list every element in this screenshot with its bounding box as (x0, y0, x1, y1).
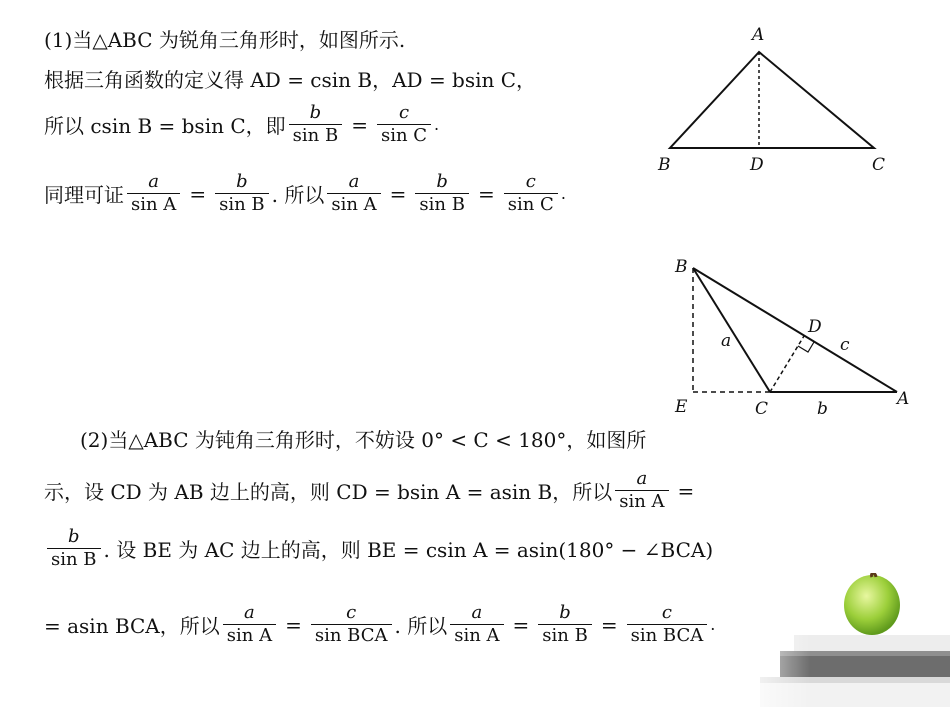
fraction: $\frac{c}{\text{sin C}}$ (504, 173, 558, 214)
label-a-vertex: A (897, 389, 910, 409)
right-angle-mark (798, 342, 814, 352)
side-bc (693, 268, 770, 392)
fraction: $\frac{c}{\text{sin BCA}}$ (627, 604, 708, 645)
line-2: 根据三角函数的定义得 AD = csin B，AD = bsin C， (44, 68, 537, 92)
fraction: $\frac{b}{\text{sin B}}$ (47, 528, 101, 569)
label-a: A (752, 25, 765, 45)
fraction: $\frac{a}{\text{sin A}}$ (223, 604, 276, 645)
altitude-cd (770, 336, 804, 392)
label-e-vertex: E (675, 397, 688, 417)
apple (844, 575, 900, 635)
triangle-abc (670, 52, 874, 148)
label-c-vertex: C (755, 399, 769, 419)
line-5: (2)当△ABC 为钝角三角形时，不妨设 0° < C < 180°，如图所 (80, 428, 647, 452)
line-7: $\frac{b}{\text{sin B}}$ . 设 BE 为 AC 边上的高，则 BE = csin A = asin(180° − ∠BCA) (44, 528, 713, 569)
fraction: $\frac{a}{\text{sin A}}$ (327, 173, 380, 214)
fraction: $\frac{a}{\text{sin A}}$ (127, 173, 180, 214)
label-d: D (750, 155, 764, 175)
fraction: $\frac{a}{\text{sin A}}$ (615, 470, 668, 511)
fraction: $\frac{b}{\text{sin B}}$ (538, 604, 592, 645)
label-b-vertex: B (675, 257, 688, 277)
label-side-a: a (721, 331, 732, 351)
fraction: $\frac{b}{\text{sin B}}$ (215, 173, 269, 214)
label-side-c: c (840, 335, 850, 355)
book-top (794, 635, 950, 651)
obtuse-triangle-figure (665, 252, 925, 422)
label-side-b: b (817, 399, 828, 419)
label-d-vertex: D (808, 317, 822, 337)
fraction-c-over-sinC: $\frac{c}{\text{sin C}}$ (377, 104, 431, 145)
fraction: $\frac{c}{\text{sin BCA}}$ (311, 604, 392, 645)
side-ab (693, 268, 897, 392)
acute-triangle-figure (650, 20, 900, 180)
line-6: 示，设 CD 为 AB 边上的高，则 CD = bsin A = asin B，所以 $\frac{a}{\text{sin A}}$ = (44, 468, 695, 512)
line-8: = asin BCA，所以 $\frac{a}{\text{sin A}}$ = $\frac{c}{\text{sin BCA}}$ . 所以 $\frac{a}{\text{sin A}}$ = $\frac{b}{\text{sin B}}$ = $\frac{c}{\text{sin BCA}}$ . (44, 602, 716, 646)
line-3: 所以 csin B = bsin C，即 $\frac{b}{\text{sin B}}$ = $\frac{c}{\text{sin C}}$ . (44, 102, 440, 146)
label-b: B (658, 155, 671, 175)
books-apple-icon (730, 573, 950, 713)
label-c: C (872, 155, 886, 175)
fraction: $\frac{a}{\text{sin A}}$ (450, 604, 503, 645)
line-4: 同理可证 $\frac{a}{\text{sin A}}$ = $\frac{b}{\text{sin B}}$ . 所以 $\frac{a}{\text{sin A}}$ = $\frac{b}{\text{sin B}}$ = $\frac{c}{\text{sin C}}$ . (44, 171, 566, 215)
line-1: (1)当△ABC 为锐角三角形时，如图所示. (44, 28, 406, 52)
fraction: $\frac{b}{\text{sin B}}$ (415, 173, 469, 214)
fraction-b-over-sinB: $\frac{b}{\text{sin B}}$ (289, 104, 343, 145)
